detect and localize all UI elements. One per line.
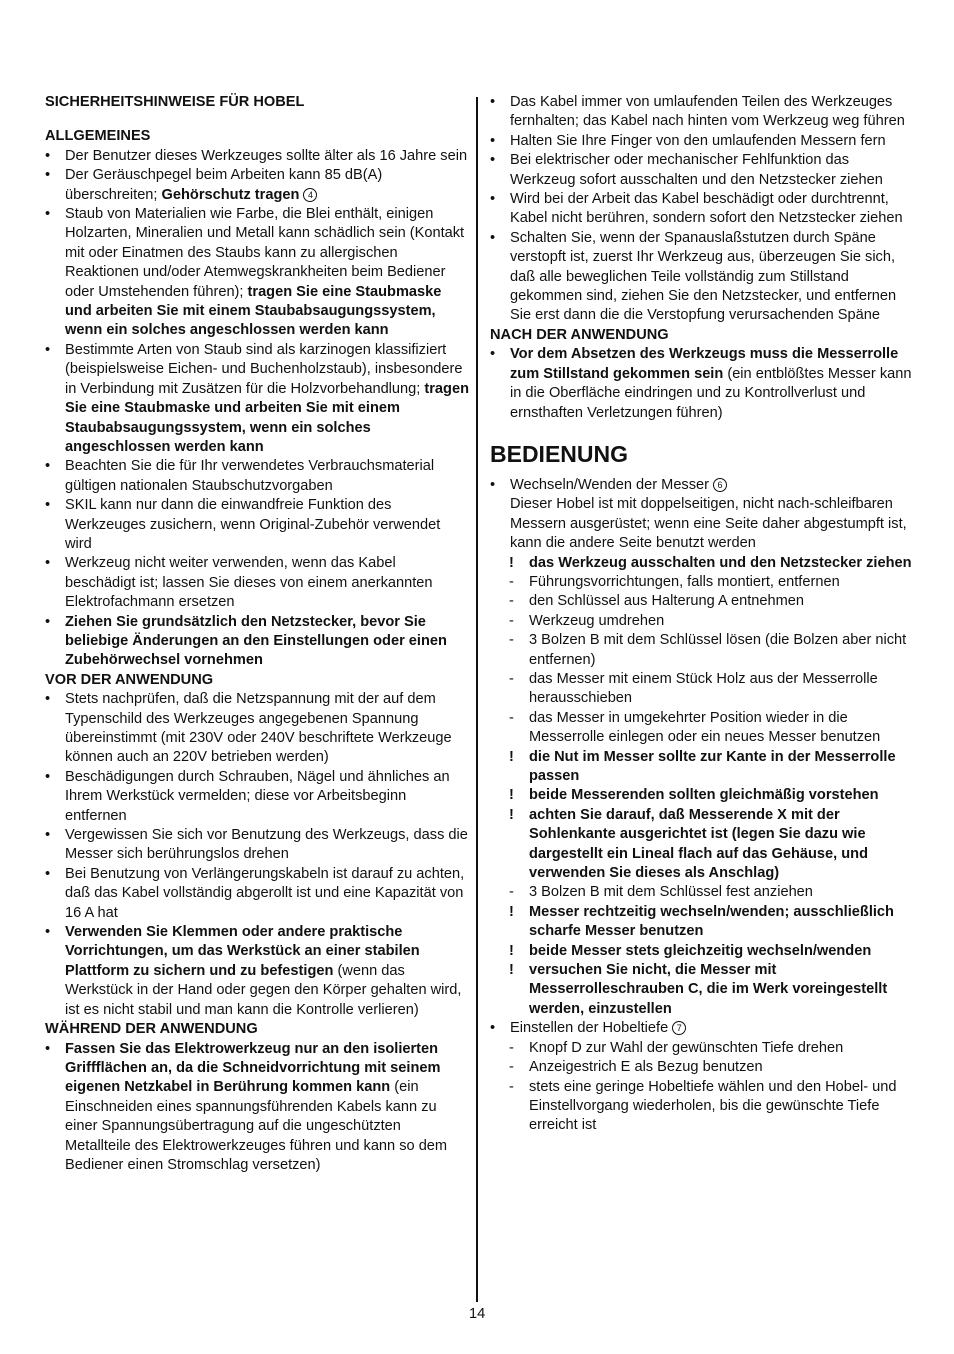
heading-safety: SICHERHEITSHINWEISE FÜR HOBEL	[45, 94, 305, 110]
list-item	[490, 190, 914, 229]
warning-mark: !	[509, 554, 514, 571]
column-divider	[476, 97, 478, 1302]
step	[490, 1039, 914, 1058]
step-bold-text: das Werkzeug ausschalten und den Netzstecker ziehen	[529, 554, 912, 571]
bullet: •	[45, 206, 51, 223]
list-item	[490, 229, 914, 326]
item-text: Wird bei der Arbeit das Kabel beschädigt oder durchtrennt, Kabel nicht berühren, sondern sofort den Netzstecker ziehen	[510, 191, 903, 227]
bullet: •	[45, 147, 51, 164]
depth-setting-label: Einstellen der Hobeltiefe	[510, 1020, 673, 1037]
bullet: •	[490, 1020, 496, 1037]
list-item	[490, 93, 914, 132]
warning-mark: !	[509, 748, 514, 765]
heading-before-use: VOR DER ANWENDUNG	[45, 671, 214, 688]
dash-mark: -	[509, 573, 514, 590]
depth-setting-steps	[490, 1039, 914, 1136]
bullet: •	[490, 476, 496, 493]
step-text: das Messer in umgekehrter Position wieder in die Messerrolle einlegen oder ein neues Messer benutzen	[529, 709, 881, 746]
item-text: Bei Benutzung von Verlängerungskabeln ist darauf zu achten, daß das Kabel vollständig abgerollt ist und eine Kapazität von 16 A hat	[65, 865, 465, 921]
item-text: Schalten Sie, wenn der Spanauslaßstutzen durch Späne verstopft ist, zuerst Ihr Werkzeug aus, überzeugen Sie sich, daß alle beweglichen Teile vollständig zum Stillstand gekommen sind, ziehen Sie den Netzstecker, und entfernen Sie erst dann die die Verstopfung verursachenden Späne	[510, 229, 897, 324]
list-general	[45, 147, 469, 671]
bullet: •	[490, 152, 496, 169]
item-text: Beschädigungen durch Schrauben, Nägel und ähnliches an Ihrem Werkstück vermelden; diese vor Arbeitsbeginn entfernen	[65, 768, 450, 824]
step	[490, 573, 914, 592]
figure-ref: 4	[303, 188, 317, 202]
warning-step	[490, 554, 914, 573]
item-text-cont: (ein entblößtes Messer kann in die Oberfläche eindringen und zu Kontrollverlust und ernsthaften Verletzungen führen)	[510, 365, 912, 421]
step-bold-text: versuchen Sie nicht, die Messer mit Messerrolleschrauben C, die im Werk voreingestellt werden, einzustellen	[529, 962, 888, 1017]
bullet: •	[45, 458, 51, 475]
step	[490, 1078, 914, 1136]
bullet: •	[45, 768, 51, 785]
item-text: Das Kabel immer von umlaufenden Teilen des Werkzeuges fernhalten; das Kabel nach hinten vom Werkzeug weg führen	[510, 94, 905, 130]
figure-ref-7: 7	[672, 1021, 686, 1035]
item-text: Der Benutzer dieses Werkzeuges sollte älter als 16 Jahre sein	[65, 147, 468, 164]
dash-mark: -	[509, 593, 514, 610]
warning-step	[490, 748, 914, 787]
list-item	[45, 613, 469, 671]
list-item	[45, 690, 469, 768]
step-text: Knopf D zur Wahl der gewünschten Tiefe drehen	[529, 1039, 844, 1056]
dash-mark: -	[509, 884, 514, 901]
step-text: den Schlüssel aus Halterung A entnehmen	[529, 593, 805, 610]
warning-step	[490, 806, 914, 884]
list-item	[490, 345, 914, 423]
bullet: •	[45, 497, 51, 514]
item-text-cont: (wenn das Werkstück in der Hand oder gegen den Körper gehalten wird, ist es nicht stabil und man kann die Kontrolle verlieren)	[65, 962, 462, 1018]
list-item	[45, 457, 469, 496]
bullet: •	[45, 1040, 51, 1057]
warning-mark: !	[509, 942, 514, 959]
blade-change-label: Wechseln/Wenden der Messer	[510, 476, 714, 493]
list-item	[45, 865, 469, 923]
list-item-blade-change	[490, 476, 914, 554]
item-text: Werkzeug nicht weiter verwenden, wenn das Kabel beschädigt ist; lassen Sie dieses von einem anerkannten Elektrofachmann ersetzen	[65, 555, 433, 611]
list-after-use	[490, 345, 914, 423]
step	[490, 631, 914, 670]
item-text: Stets nachprüfen, daß die Netzspannung mit der auf dem Typenschild des Werkzeuges angegebenen Spannung übereinstimmt (mit 230V oder 240V beschriftete Werkzeuge können auch an 220V betrieben werden)	[65, 691, 452, 766]
list-item	[45, 341, 469, 457]
warning-step	[490, 942, 914, 961]
list-item	[45, 496, 469, 554]
item-bold-text: Fassen Sie das Elektrowerkzeug nur an den isolierten Griffflächen an, da die Schneidvorrichtung mit seinem eigenen Netzkabel in Berührung kommen kann	[65, 1040, 441, 1096]
step	[490, 612, 914, 631]
list-item	[45, 1040, 469, 1176]
item-text: Bei elektrischer oder mechanischer Fehlfunktion das Werkzeug sofort ausschalten und den Netzstecker ziehen	[510, 152, 883, 188]
warning-mark: !	[509, 962, 514, 979]
step-text: das Messer mit einem Stück Holz aus der Messerrolle herausschieben	[529, 670, 878, 707]
item-bold-text: Gehörschutz tragen	[161, 186, 300, 203]
bullet: •	[490, 132, 496, 149]
step-text: 3 Bolzen B mit dem Schlüssel fest anziehen	[529, 884, 813, 901]
step-bold-text: achten Sie darauf, daß Messerende X mit der Sohlenkante ausgerichtet ist (legen Sie dazu wie dargestellt ein Lineal flach auf das Gehäuse, und verwenden Sie dieses als Anschlag)	[529, 806, 868, 882]
warning-step	[490, 961, 914, 1019]
bullet: •	[490, 229, 496, 246]
blade-change-steps	[490, 554, 914, 1020]
page-number: 14	[469, 1306, 486, 1322]
step-text: stets eine geringe Hobeltiefe wählen und den Hobel- und Einstellvorgang wiederholen, bis die gewünschte Tiefe erreicht ist	[529, 1078, 897, 1134]
list-item	[45, 768, 469, 826]
step-text: Anzeigestrich E als Bezug benutzen	[529, 1059, 763, 1076]
item-text: SKIL kann nur dann die einwandfreie Funktion des Werkzeuges zusichern, wenn Original-Zubehör verwendet wird	[65, 497, 441, 552]
heading-during-use: WÄHREND DER ANWENDUNG	[45, 1021, 258, 1038]
item-text: Beachten Sie die für Ihr verwendetes Verbrauchsmaterial gültigen nationalen Staubschutzvorgaben	[65, 458, 435, 494]
list-item	[45, 923, 469, 1020]
list-item	[45, 166, 469, 205]
step-bold-text: Messer rechtzeitig wechseln/wenden; ausschließlich scharfe Messer benutzen	[529, 903, 894, 940]
dash-mark: -	[509, 1059, 514, 1076]
list-item	[490, 151, 914, 190]
step-bold-text: die Nut im Messer sollte zur Kante in der Messerrolle passen	[529, 748, 896, 784]
dash-mark: -	[509, 612, 514, 629]
heading-general: ALLGEMEINES	[45, 128, 151, 145]
list-item-depth-setting	[490, 1019, 914, 1038]
bullet: •	[45, 924, 51, 941]
dash-mark: -	[509, 709, 514, 726]
item-text: Vergewissen Sie sich vor Benutzung des Werkzeugs, dass die Messer sich berührungslos drehen	[65, 827, 468, 863]
blade-change-desc: Dieser Hobel ist mit doppelseitigen, nicht nach-schleifbaren Messern ausgerüstet; wenn eine Seite daher abgestumpft ist, kann die andere Seite benutzt werden	[510, 496, 907, 552]
item-bold-text: tragen Sie eine Staubmaske und arbeiten Sie mit einem Staubabsaugungssystem, wenn ein solches angeschlossen werden kann	[65, 283, 442, 339]
list-item	[45, 554, 469, 612]
step-bold-text: beide Messerenden sollten gleichmäßig vorstehen	[529, 787, 879, 804]
bullet: •	[490, 191, 496, 208]
item-text-cont: (ein Einschneiden eines spannungsführenden Kabels kann zu einer Spannungsübertragung auf die ungeschützten Metallteile des Elektrowerkzeuges führen und kann so dem Bediener einen Stromschlag versetzen)	[65, 1079, 448, 1173]
dash-mark: -	[509, 670, 514, 687]
step-text: Führungsvorrichtungen, falls montiert, entfernen	[529, 573, 840, 590]
item-text: Bestimmte Arten von Staub sind als karzinogen klassifiziert (beispielsweise Eichen- und Buchenholzstaub), insbesondere in Verbindung mit Zusätzen für die Holzvorbehandlung;	[65, 341, 463, 397]
warning-mark: !	[509, 787, 514, 804]
item-bold-text: Verwenden Sie Klemmen oder andere praktische Vorrichtungen, um das Werkstück an einer stabilen Plattform zu sichern und zu befestigen	[65, 924, 420, 979]
warning-step	[490, 903, 914, 942]
bullet: •	[490, 346, 496, 363]
figure-ref-6: 6	[713, 478, 727, 492]
list-item	[490, 132, 914, 151]
step	[490, 592, 914, 611]
list-item	[45, 147, 469, 166]
warning-mark: !	[509, 903, 514, 920]
step	[490, 883, 914, 902]
bullet: •	[490, 94, 496, 110]
list-during-use	[45, 1040, 469, 1176]
list-item	[45, 826, 469, 865]
bullet: •	[45, 613, 51, 630]
item-bold-text: Vor dem Absetzen des Werkzeugs muss die Messerrolle zum Stillstand gekommen sein	[510, 346, 899, 382]
step	[490, 670, 914, 709]
list-item	[45, 205, 469, 341]
bullet: •	[45, 555, 51, 572]
item-text: Der Geräuschpegel beim Arbeiten kann 85 dB(A) überschreiten;	[65, 167, 383, 203]
bullet: •	[45, 691, 51, 708]
step	[490, 1058, 914, 1077]
heading-after-use: NACH DER ANWENDUNG	[490, 326, 669, 343]
bullet: •	[45, 865, 51, 882]
dash-mark: -	[509, 1078, 514, 1095]
bullet: •	[45, 341, 51, 358]
dash-mark: -	[509, 1039, 514, 1056]
step-bold-text: beide Messer stets gleichzeitig wechseln/wenden	[529, 942, 872, 959]
bullet: •	[45, 167, 51, 184]
item-bold-text: tragen Sie eine Staubmaske und arbeiten Sie mit einem Staubabsaugungssystem, wenn ein solches angeschlossen werden kann	[65, 380, 469, 455]
step-text: 3 Bolzen B mit dem Schlüssel lösen (die Bolzen aber nicht entfernen)	[529, 632, 907, 668]
right-column	[490, 93, 914, 1136]
bullet: •	[45, 827, 51, 844]
step	[490, 709, 914, 748]
list-before-use	[45, 690, 469, 1020]
list-during-use-cont	[490, 93, 914, 326]
item-text: Staub von Materialien wie Farbe, die Blei enthält, einigen Holzarten, Mineralien und Metall kann schädlich sein (Kontakt mit oder Einatmen des Staubs kann zu allergischen Reaktionen und/oder Atemwegskrankheiten beim Bediener oder Umstehenden führen);	[65, 206, 465, 300]
section-title-operation: BEDIENUNG	[490, 440, 629, 467]
step-text: Werkzeug umdrehen	[529, 612, 665, 629]
warning-step	[490, 786, 914, 805]
left-column	[45, 93, 469, 1175]
item-text: Halten Sie Ihre Finger von den umlaufenden Messern fern	[510, 132, 886, 149]
dash-mark: -	[509, 632, 514, 649]
item-bold-text: Ziehen Sie grundsätzlich den Netzstecker, bevor Sie beliebige Änderungen an den Einstellungen oder einen Zubehörwechsel vornehmen	[65, 613, 447, 669]
warning-mark: !	[509, 806, 514, 823]
